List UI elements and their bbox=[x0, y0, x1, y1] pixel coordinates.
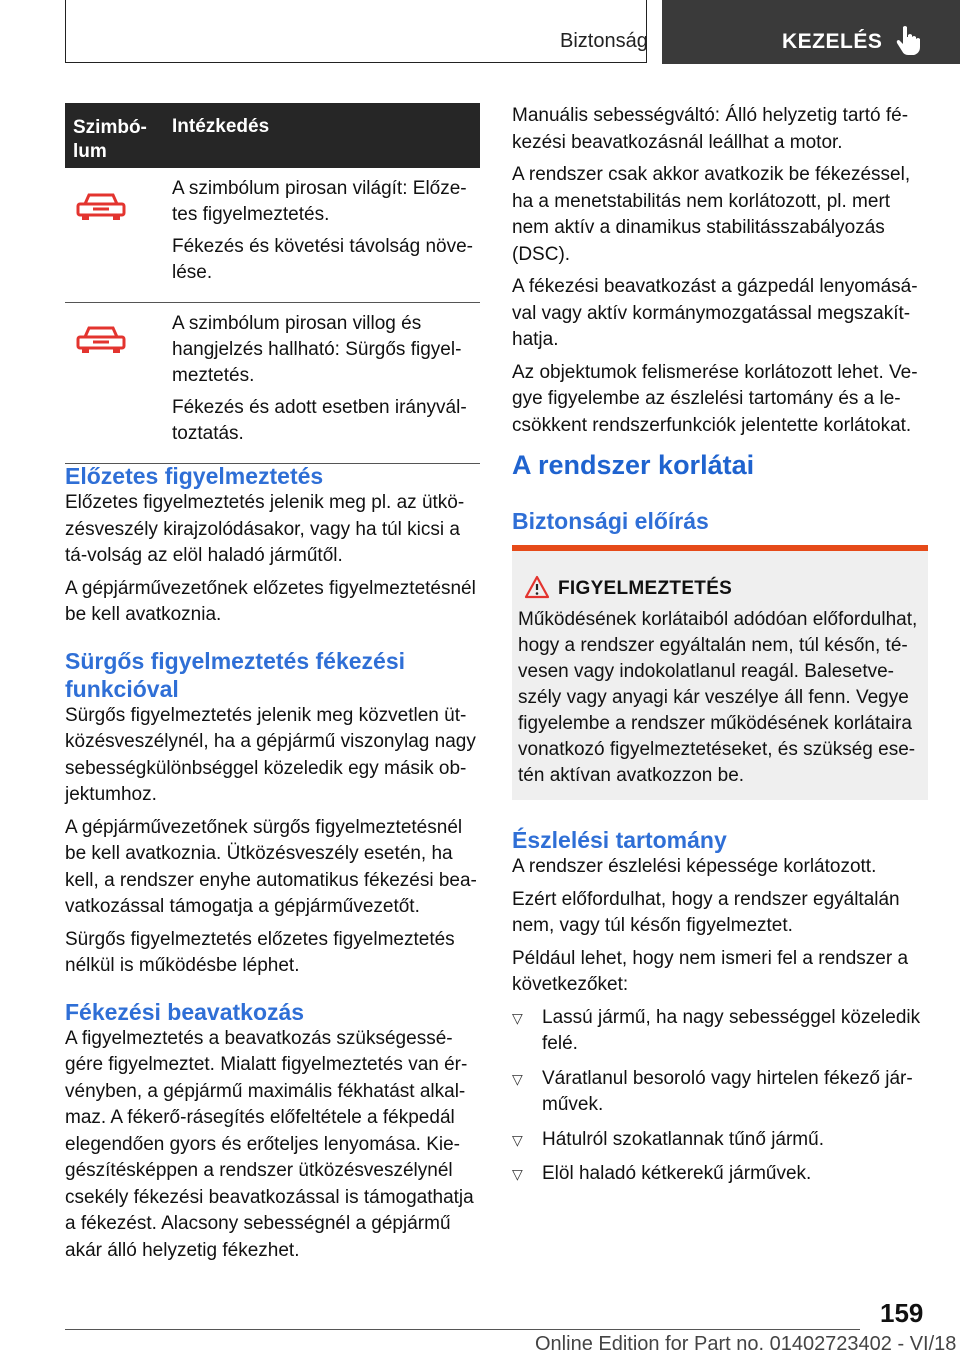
car-warning-icon bbox=[75, 192, 127, 222]
paragraph: Előzetes figyelmeztetés jelenik meg pl. az ütkö-zésveszély kirajzolódásakor, vagy ha túl kicsi a tá-volság az elöl haladó járműtől. bbox=[65, 492, 465, 566]
heading-surgos: Sürgős figyelmeztetés fékezési funkcióval bbox=[65, 647, 406, 702]
list-item: ▽ Lassú jármű, ha nagy sebességgel közeledik felé. bbox=[512, 1005, 928, 1058]
chapter-title: KEZELÉS bbox=[782, 30, 883, 53]
left-column bbox=[65, 462, 480, 1270]
heading-korlatai: A rendszer korlátai bbox=[512, 450, 755, 480]
table-cell-action bbox=[172, 168, 480, 302]
footer-divider bbox=[65, 1329, 860, 1330]
warning-title: FIGYELMEZTETÉS bbox=[558, 578, 733, 599]
table-row bbox=[65, 303, 480, 464]
car-warning-icon bbox=[75, 325, 127, 355]
paragraph: Sürgős figyelmeztetés előzetes figyelmeztetés nélkül is működésbe léphet. bbox=[65, 928, 455, 976]
table-header bbox=[65, 103, 480, 168]
col-header-action: Intézkedés bbox=[172, 116, 270, 137]
paragraph: A gépjárművezetőnek sürgős figyelmeztetésnél be kell avatkoznia. Ütközésveszély esetén, ha kell, a rendszer enyhe automatikus fékezési bea-vatkozással támogatja a gépjárművezetőt. bbox=[65, 816, 477, 917]
heading-fekezesi: Fékezési beavatkozás bbox=[65, 998, 305, 1025]
right-column-top bbox=[512, 103, 928, 445]
row-text: Fékezés és követési távolság növe-lése. bbox=[172, 236, 473, 283]
warning-triangle-icon bbox=[524, 575, 550, 599]
right-column-bottom bbox=[512, 826, 928, 1196]
col-header-symbol: Szimbó-lum bbox=[73, 117, 147, 162]
paragraph: Például lehet, hogy nem ismeri fel a rendszer a következőket: bbox=[512, 947, 909, 995]
paragraph: Manuális sebességváltó: Álló helyzetig tartó fé-kezési beavatkozásnál leállhat a motor. bbox=[512, 105, 909, 153]
table-cell-action bbox=[172, 303, 480, 463]
row-text: A szimbólum pirosan világít: Előze-tes figyelmeztetés. bbox=[172, 178, 467, 225]
section-title: Biztonság bbox=[560, 30, 648, 52]
warning-text: Működésének korlátaiból adódóan előfordulhat, hogy a rendszer egyáltalán nem, túl későn, té-vesen vagy indokolatlanul reagál. Balesetve-szély vagy anyagi kár veszélye áll fenn. Vegye figyelembe a rendszer működésének korlátaira vonatkozó figyelmeztetéseket, és szükség ese-tén aktívan avatkozzon be. bbox=[518, 609, 918, 786]
hand-pointer-icon bbox=[895, 25, 921, 55]
heading-biztonsagi: Biztonsági előírás bbox=[512, 508, 709, 534]
paragraph: A figyelmeztetés a beavatkozás szükségessé-gére figyelmeztet. Mialatt figyelmeztetés van ér-vényben, a gépjármű maximális fékhatást alkal-maz. A fékerő-rásegítés előfeltétele a fékpedál elegendően gyors és erőteljes lenyomása. Kie-gészítésképpen a rendszer ütközésveszélynél csekély fékezési beavatkozással is támogathatja a fékezést. Alacsony sebességnél a gépjármű akár álló helyzetig fékezhet. bbox=[65, 1027, 474, 1261]
row-text: A szimbólum pirosan villog és hangjelzés hallható: Sürgős figyel-meztetés. bbox=[172, 313, 462, 386]
paragraph: Az objektumok felismerése korlátozott lehet. Ve-gye figyelembe az észlelési tartomány és a le-csökkent rendszerfunkciók jelentette korlátokat. bbox=[512, 361, 918, 436]
edition-footer: Online Edition for Part no. 01402723402 - VI/18 bbox=[535, 1333, 957, 1355]
heading-elozetes: Előzetes figyelmeztetés bbox=[65, 463, 324, 489]
paragraph: Sürgős figyelmeztetés jelenik meg közvetlen üt-közésveszélynél, ha a gépjármű viszonylag nagy sebességkülönbséggel közeledik egy másik ob-jektumhoz. bbox=[65, 704, 476, 805]
list-item: ▽ Hátulról szokatlannak tűnő jármű. bbox=[512, 1127, 928, 1154]
example-list bbox=[512, 1005, 928, 1188]
paragraph: A gépjárművezetőnek előzetes figyelmeztetésnél be kell avatkoznia. bbox=[65, 577, 476, 625]
warning-box bbox=[512, 545, 928, 800]
heading-eszlelesi: Észlelési tartomány bbox=[512, 827, 727, 853]
list-item: ▽ Elöl haladó kétkerekű járművek. bbox=[512, 1161, 928, 1188]
list-item: ▽ Váratlanul besoroló vagy hirtelen fékező jár-művek. bbox=[512, 1066, 928, 1119]
paragraph: A rendszer csak akkor avatkozik be fékezéssel, ha a menetstabilitás nem korlátozott, pl. mert nem aktív a dinamikus stabilitásszabályozás (DSC). bbox=[512, 164, 911, 265]
paragraph: A fékezési beavatkozást a gázpedál lenyomásá-val vagy aktív kormánymozgatással megszakít-hatja. bbox=[512, 276, 918, 350]
page-number: 159 bbox=[880, 1298, 924, 1328]
paragraph: Ezért előfordulhat, hogy a rendszer egyáltalán nem, vagy túl későn figyelmeztet. bbox=[512, 888, 900, 936]
paragraph: A rendszer észlelési képessége korlátozott. bbox=[512, 856, 877, 877]
table-row bbox=[65, 168, 480, 303]
chapter-tab[interactable] bbox=[662, 0, 960, 64]
symbol-table bbox=[65, 103, 480, 464]
row-text: Fékezés és adott esetben irányvál-toztatás. bbox=[172, 397, 467, 444]
